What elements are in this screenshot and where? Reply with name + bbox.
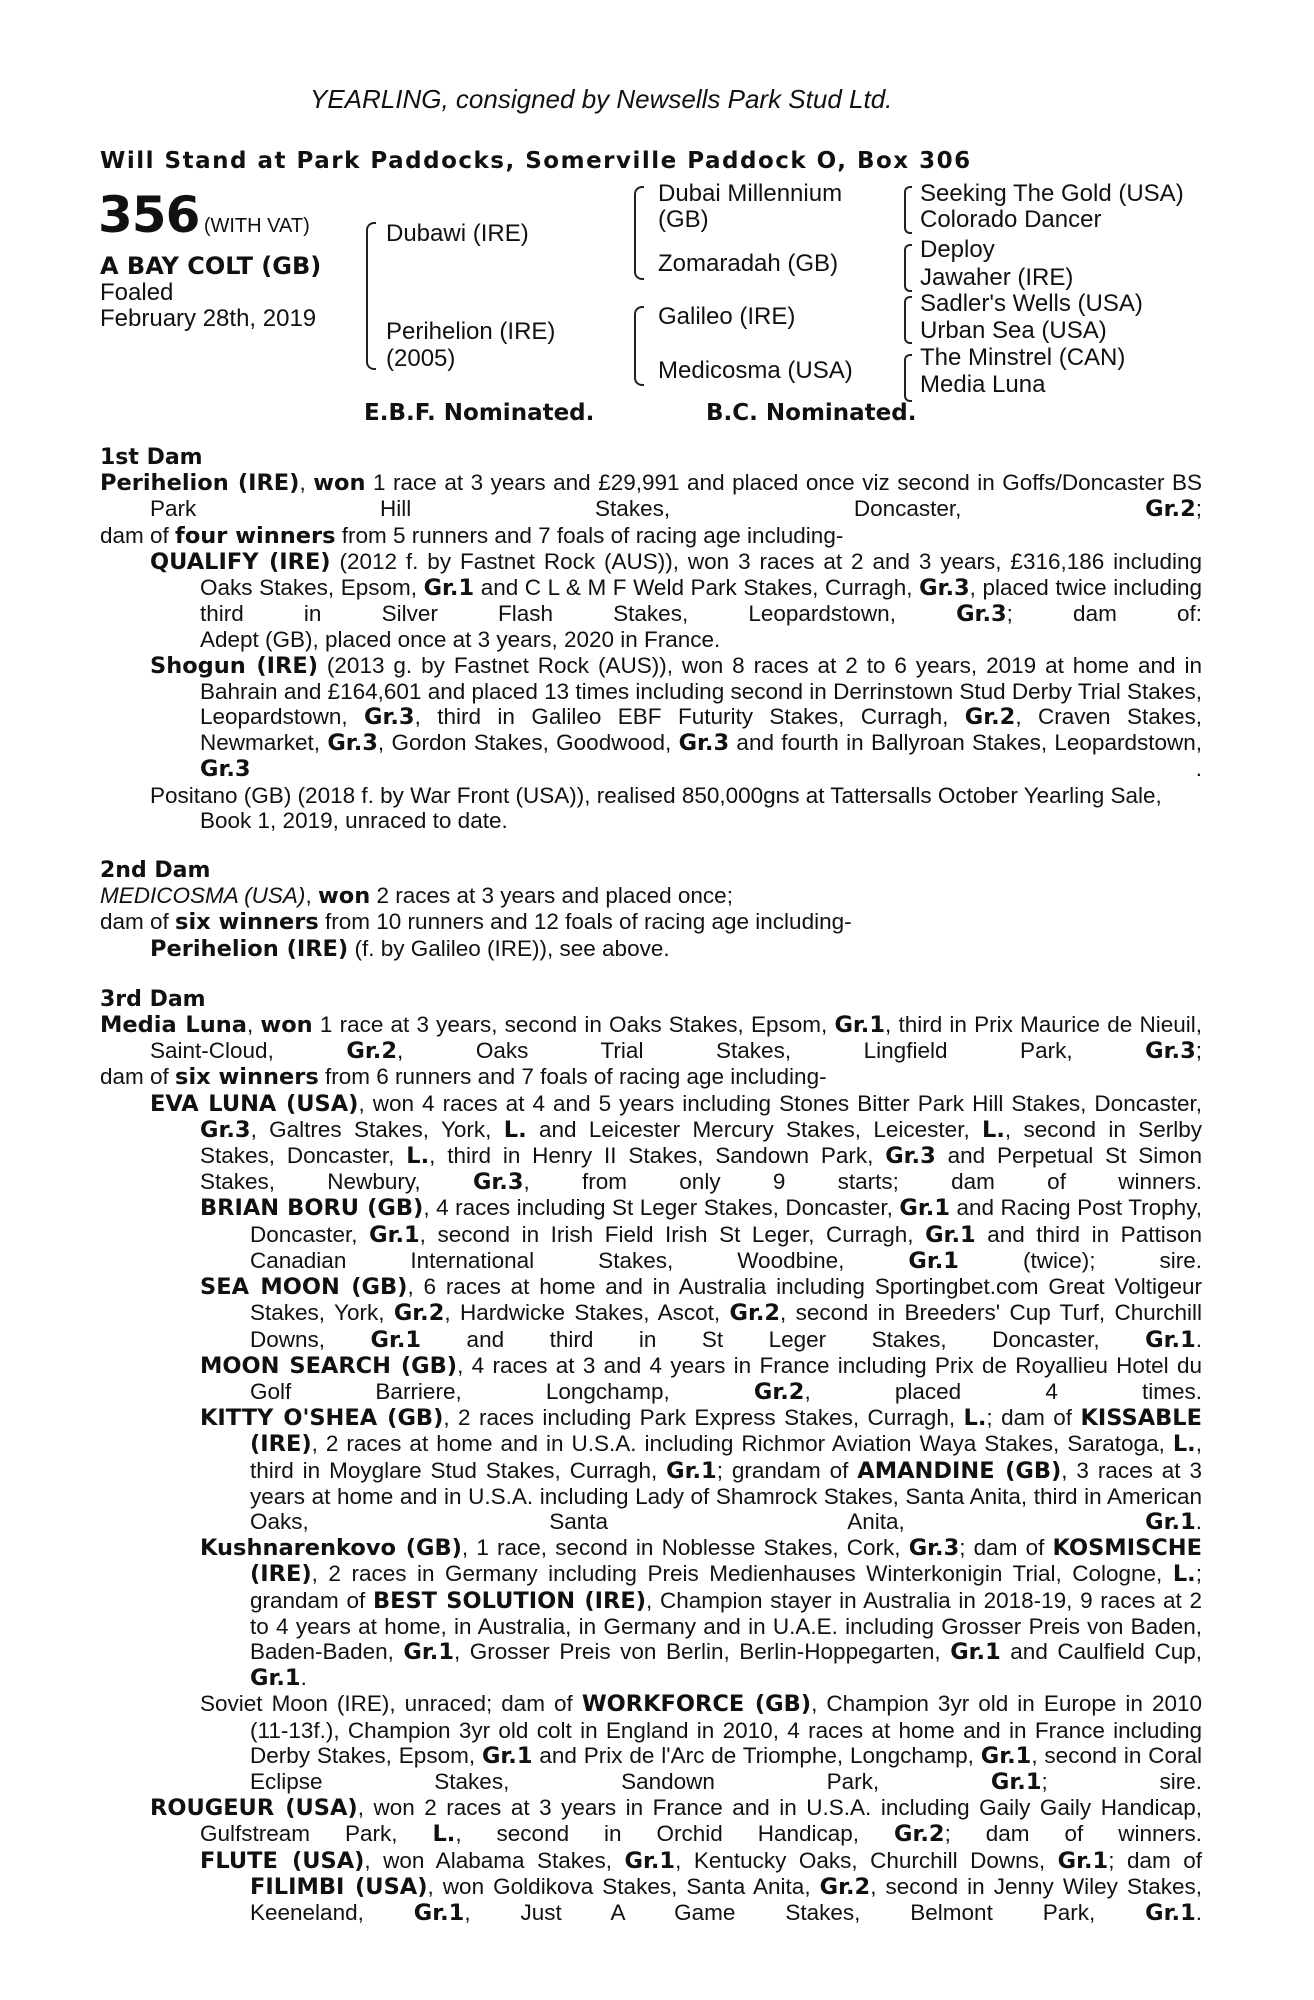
horse-name: FILIMBI (USA) (250, 1873, 428, 1900)
grade: Gr.1 (899, 1195, 950, 1222)
pedigree-sire: Dubawi (IRE) (386, 220, 529, 247)
text: , Gordon Stakes, Goodwood, (377, 730, 679, 756)
horse-name: QUALIFY (IRE) (150, 548, 331, 575)
text: and Leicester Mercury Stakes, Leicester, (526, 1116, 983, 1142)
horse-name: KITTY O'SHEA (GB) (200, 1405, 444, 1432)
lot-description: A BAY COLT (GB) (100, 252, 322, 280)
text: 1 race at 3 years, second in Oaks Stakes, Epsom, (312, 1012, 835, 1038)
text: , second in Orchid Handicap, (455, 1821, 895, 1847)
pedigree-gg2: Colorado Dancer (920, 206, 1102, 233)
grade: Gr.1 (403, 1638, 454, 1665)
text: dam of (100, 522, 176, 548)
grade: Gr.2 (346, 1038, 397, 1065)
grade: L. (1172, 1561, 1196, 1588)
text: and Racing Post Trophy, Doncaster, (250, 1195, 1202, 1247)
pedigree-sire-sire: Dubai Millennium (658, 180, 843, 207)
second-dam-name: MEDICOSMA (USA) (100, 883, 306, 909)
text: ; sire. (1041, 1768, 1202, 1794)
horse-name: WORKFORCE (GB) (581, 1691, 812, 1718)
horse-name: Perihelion (IRE) (150, 935, 349, 962)
grade: Gr.3 (1145, 1038, 1196, 1065)
text: , placed twice including third in Silver Flash Stakes, Leopardstown, (200, 575, 1203, 627)
text: . (1195, 1508, 1202, 1534)
text: . (300, 1665, 307, 1691)
horse-name: BEST SOLUTION (IRE) (372, 1587, 647, 1614)
grade: Gr.1 (666, 1457, 717, 1484)
grade: Gr.1 (950, 1638, 1001, 1665)
text: , second in Irish Field Irish St Leger, Curragh, (419, 1221, 926, 1247)
text: , Hardwicke Stakes, Ascot, (444, 1300, 730, 1326)
text: . (1195, 1326, 1202, 1352)
text: ; dam of winners. (944, 1821, 1202, 1847)
produce-qualify (100, 549, 1202, 628)
produce-brian-boru (100, 1195, 1202, 1274)
text: , second in Breeders' Cup Turf, Churchill Downs, (250, 1300, 1202, 1352)
produce-perihelion (100, 936, 1202, 962)
pedigree-brace-gg1 (904, 186, 912, 234)
winners-count: six winners (175, 1064, 319, 1091)
text: and Caulfield Cup, (1000, 1638, 1202, 1664)
text: , Galtres Stakes, York, (250, 1116, 504, 1142)
text: 2 races at 3 years and placed once; (370, 883, 733, 909)
pedigree-gg4: Jawaher (IRE) (920, 264, 1074, 291)
grade: L. (963, 1405, 987, 1432)
pedigree-gg1: Seeking The Gold (USA) (920, 180, 1184, 207)
text: , second in Coral Eclipse Stakes, Sandown Park, (250, 1742, 1203, 1794)
text: from 5 runners and 7 foals of racing age including- (335, 522, 844, 548)
foaled-label: Foaled (100, 279, 174, 306)
text: , won 2 races at 3 years in France and in U.S.A. including Gaily Gaily Handicap, Gulfstream Park, (200, 1795, 1203, 1847)
text: , 2 races at home and in U.S.A. including Richmor Aviation Waya Stakes, Saratoga, (311, 1431, 1173, 1457)
pedigree-dam-year: (2005) (386, 345, 456, 372)
pedigree-dam-dam: Medicosma (USA) (658, 357, 853, 384)
text: , 2 races including Park Express Stakes, Curragh, (443, 1405, 964, 1431)
pedigree-dam: Perihelion (IRE) (386, 318, 556, 345)
text: and Perpetual St Simon Stakes, Newbury, (200, 1143, 1202, 1195)
text: (twice); sire. (958, 1247, 1202, 1273)
first-dam-name: Perihelion (IRE) (100, 470, 300, 497)
text: (2013 g. by Fastnet Rock (AUS)), won 8 races at 2 to 6 years, 2019 at home and in Bahrain and £164,601 and placed 13 times including second in Derrinstown Stud Derby Trial Stakes, Leopardstown, (200, 652, 1202, 730)
grade: Gr.1 (413, 1899, 465, 1926)
grade: Gr.3 (908, 1535, 960, 1562)
horse-name: KISSABLE (IRE) (250, 1405, 1202, 1458)
grade: Gr.3 (200, 1116, 251, 1143)
third-dam-heading: 3rd Dam (100, 986, 206, 1012)
third-dam-produce (100, 1064, 1202, 1090)
text: and third in Pattison Canadian International Stakes, Woodbine, (250, 1221, 1202, 1273)
text: , won 4 races at 4 and 5 years including Stones Bitter Park Hill Stakes, Doncaster, (358, 1090, 1202, 1116)
grade: Gr.1 (1145, 1899, 1196, 1926)
grade: Gr.1 (980, 1742, 1032, 1769)
lot-number-block (98, 186, 310, 244)
winners-count: four winners (175, 522, 336, 549)
pedigree-sire-sire-country: (GB) (658, 206, 709, 233)
pedigree-sire-dam: Zomaradah (GB) (658, 250, 839, 277)
text: , third in Prix Maurice de Nieuil, Saint-Cloud, (150, 1012, 1202, 1064)
horse-name: KOSMISCHE (IRE) (250, 1535, 1202, 1588)
pedigree-brace-main (366, 222, 376, 370)
grade: Gr.2 (1145, 496, 1196, 523)
produce-kushnarenkovo (100, 1535, 1202, 1691)
produce-sea-moon (100, 1274, 1202, 1353)
text: , from only 9 starts; dam of winners. (523, 1169, 1202, 1195)
grade: Gr.1 (1057, 1847, 1109, 1874)
text: ; dam of (986, 1405, 1073, 1431)
first-dam-won: won (313, 470, 366, 497)
produce-soviet-moon (100, 1691, 1202, 1795)
grade: Gr.3 (678, 730, 730, 757)
text: , Craven Stakes, Newmarket, (200, 704, 1202, 756)
won: won (317, 883, 371, 910)
grade: Gr.1 (1145, 1326, 1196, 1353)
third-dam-record: Media Luna, won 1 race at 3 years, second in Oaks Stakes, Epsom, Gr.1, third in Prix Maurice de Nieuil, Saint-Cloud, Gr.2, Oaks Trial Stakes, Lingfield Park, Gr.3; (100, 1012, 1202, 1065)
text: dam of (100, 909, 176, 935)
grade: Gr.2 (964, 704, 1016, 731)
pedigree-brace-sire (634, 186, 644, 280)
grade: Gr.2 (894, 1821, 945, 1848)
pedigree-brace-gg4 (904, 354, 912, 402)
spacer (100, 962, 1202, 987)
text: ; dam of (1108, 1847, 1202, 1873)
produce-positano: Positano (GB) (2018 f. by War Front (USA)), realised 850,000gns at Tattersalls October Yearling Sale, Book 1, 2019, unraced to date. (150, 782, 1162, 833)
text: , 4 races including St Leger Stakes, Doncaster, (423, 1195, 900, 1221)
grade: Gr.2 (819, 1873, 871, 1900)
text: , third in Henry II Stakes, Sandown Park, (429, 1143, 886, 1169)
grade: L. (406, 1143, 430, 1170)
horse-name: AMANDINE (GB) (857, 1457, 1062, 1484)
text: and fourth in Ballyroan Stakes, Leopardstown, (729, 730, 1202, 756)
text: , won Goldikova Stakes, Santa Anita, (427, 1873, 820, 1899)
grade: Gr.1 (624, 1847, 676, 1874)
text: , 3 races at 3 years at home and in U.S.A. including Lady of Shamrock Stakes, Santa Anita, third in American Oaks, Santa Anita, (250, 1457, 1202, 1534)
text: , placed 4 times. (804, 1378, 1202, 1404)
text: , third in Moyglare Stud Stakes, Curragh, (250, 1431, 1202, 1483)
produce-moon-search (100, 1353, 1202, 1405)
vat-note: (WITH VAT) (203, 215, 310, 237)
pedigree-brace-dam (634, 306, 644, 386)
text: , Oaks Trial Stakes, Lingfield Park, (396, 1038, 1146, 1064)
grade: Gr.3 (472, 1169, 524, 1196)
grade: Gr.3 (919, 575, 970, 602)
produce-flute (100, 1848, 1202, 1927)
grade: Gr.2 (393, 1300, 445, 1327)
first-dam-record-text: 1 race at 3 years and £29,991 and placed once viz second in Goffs/Doncaster BS Park Hill Stakes, Doncaster, (150, 470, 1202, 522)
grade: Gr.3 (956, 601, 1007, 628)
horse-name: MOON SEARCH (GB) (200, 1352, 458, 1379)
text: , 2 races in Germany including Preis Medienhauses Winterkonigin Trial, Cologne, (311, 1561, 1173, 1587)
pedigree-gg6: Urban Sea (USA) (920, 317, 1107, 344)
text: ; dam of (959, 1535, 1045, 1561)
winners-count: six winners (175, 909, 319, 936)
pedigree-gg5: Sadler's Wells (USA) (920, 290, 1143, 317)
text: , Champion 3yr old in Europe in 2010 (11-13f.), Champion 3yr old colt in England in 2010, 4 races at home and in France including Derby Stakes, Epsom, (250, 1691, 1202, 1768)
grade: Gr.1 (990, 1768, 1042, 1795)
text: , second in Serlby Stakes, Doncaster, (200, 1116, 1202, 1169)
text: Soviet Moon (IRE), unraced; dam of (200, 1691, 582, 1717)
grade: Gr.3 (327, 730, 378, 757)
second-dam-heading: 2nd Dam (100, 858, 211, 884)
lot-number: 356 (98, 186, 200, 244)
text: , Champion stayer in Australia in 2018-19, 9 races at 2 to 4 years at home, in Australia, in Germany and in U.A.E. including Grosser Preis von Baden, Baden-Baden, (250, 1587, 1202, 1664)
pedigree-gg3: Deploy (920, 236, 995, 263)
pedigree-gg7: The Minstrel (CAN) (920, 344, 1126, 371)
text: , 6 races at home and in Australia including Sportingbet.com Great Voltigeur Stakes, York, (250, 1274, 1202, 1326)
text: and Prix de l'Arc de Triomphe, Longchamp, (532, 1742, 981, 1768)
stand-location: Will Stand at Park Paddocks, Somerville Paddock O, Box 306 (100, 148, 972, 174)
grade: Gr.1 (369, 1221, 420, 1248)
text: ; grandam of (250, 1561, 1202, 1613)
text: , Grosser Preis von Berlin, Berlin-Hoppegarten, (453, 1638, 951, 1664)
text: ; (1195, 496, 1202, 522)
grade: L. (982, 1116, 1005, 1143)
horse-name: SEA MOON (GB) (200, 1274, 408, 1301)
grade: Gr.2 (753, 1378, 805, 1405)
text: from 10 runners and 12 foals of racing age including- (318, 909, 852, 935)
grade: Gr.1 (423, 575, 475, 602)
produce-eva-luna (100, 1091, 1202, 1196)
grade: Gr.1 (834, 1012, 886, 1039)
grade: Gr.1 (1145, 1508, 1196, 1535)
won: won (260, 1012, 313, 1039)
ebf-nomination: E.B.F. Nominated. (364, 400, 595, 426)
text: dam of (100, 1064, 176, 1090)
first-dam-record: Perihelion (IRE), won 1 race at 3 years and £29,991 and placed once viz second in Goffs/Doncaster BS Park Hill Stakes, Doncaster, Gr.2; (100, 470, 1202, 523)
spacer (100, 833, 1202, 858)
grade: Gr.1 (370, 1326, 422, 1353)
catalogue-body (100, 445, 1202, 1926)
grade: Gr.1 (250, 1665, 301, 1692)
first-dam-heading: 1st Dam (100, 445, 203, 470)
produce-rougeur (100, 1795, 1202, 1847)
grade: L. (432, 1821, 456, 1848)
text: , 1 race, second in Noblesse Stakes, Cork, (461, 1535, 909, 1561)
horse-name: ROUGEUR (USA) (150, 1795, 358, 1822)
text: (2012 f. by Fastnet Rock (AUS)), won 3 races at 2 and 3 years, £316,186 including Oaks Stakes, Epsom, (200, 548, 1202, 601)
bc-nomination: B.C. Nominated. (706, 400, 917, 426)
third-dam-name: Media Luna (100, 1012, 247, 1039)
text: ; grandam of (716, 1457, 849, 1483)
text: , 4 races at 3 and 4 years in France including Prix de Royallieu Hotel du Golf Barriere, Longchamp, (250, 1352, 1202, 1404)
grade: Gr.1 (925, 1221, 976, 1248)
grade: Gr.3 (885, 1143, 936, 1170)
text: , Kentucky Oaks, Churchill Downs, (675, 1847, 1058, 1873)
grade: Gr.3 (200, 756, 251, 783)
pedigree-gg8: Media Luna (920, 371, 1046, 398)
horse-name: FLUTE (USA) (200, 1847, 365, 1874)
grade: L. (503, 1116, 527, 1143)
second-dam-record: MEDICOSMA (USA), won 2 races at 3 years and placed once; (100, 883, 733, 910)
horse-name: Kushnarenkovo (GB) (200, 1535, 462, 1562)
produce-shogun (100, 653, 1202, 783)
grade: Gr.3 (364, 704, 415, 731)
text: , second in Jenny Wiley Stakes, Keeneland, (250, 1873, 1202, 1925)
text: . (1195, 1899, 1202, 1925)
pedigree-brace-gg3 (904, 296, 912, 344)
text: , third in Galileo EBF Futurity Stakes, Curragh, (414, 704, 965, 730)
horse-name: Shogun (IRE) (150, 652, 318, 679)
text: , won Alabama Stakes, (364, 1847, 625, 1873)
pedigree-dam-sire: Galileo (IRE) (658, 303, 796, 330)
pedigree-brace-gg2 (904, 244, 912, 292)
grade: Gr.1 (908, 1247, 959, 1274)
text: . (250, 756, 1202, 782)
text: (f. by Galileo (IRE)), see above. (348, 935, 670, 961)
text: ; dam of: (1006, 601, 1202, 627)
text: from 6 runners and 7 foals of racing age including- (318, 1064, 827, 1090)
foaled-date: February 28th, 2019 (100, 305, 317, 332)
second-dam-produce (100, 909, 1202, 935)
horse-name: EVA LUNA (USA) (150, 1090, 359, 1117)
horse-name: BRIAN BORU (GB) (200, 1195, 424, 1222)
text: ; (1195, 1038, 1202, 1064)
text: and C L & M F Weld Park Stakes, Curragh, (474, 575, 920, 601)
grade: L. (1172, 1431, 1196, 1458)
text: and third in St Leger Stakes, Doncaster, (421, 1326, 1146, 1352)
grade: Gr.2 (729, 1300, 781, 1327)
grade: Gr.1 (481, 1742, 533, 1769)
first-dam-produce (100, 523, 1202, 549)
consignor-line: YEARLING, consigned by Newsells Park Stud Ltd. (310, 84, 893, 114)
text: , Just A Game Stakes, Belmont Park, (464, 1899, 1146, 1925)
produce-kitty-oshea (100, 1405, 1202, 1535)
produce-adept: Adept (GB), placed once at 3 years, 2020 in France. (200, 627, 721, 653)
